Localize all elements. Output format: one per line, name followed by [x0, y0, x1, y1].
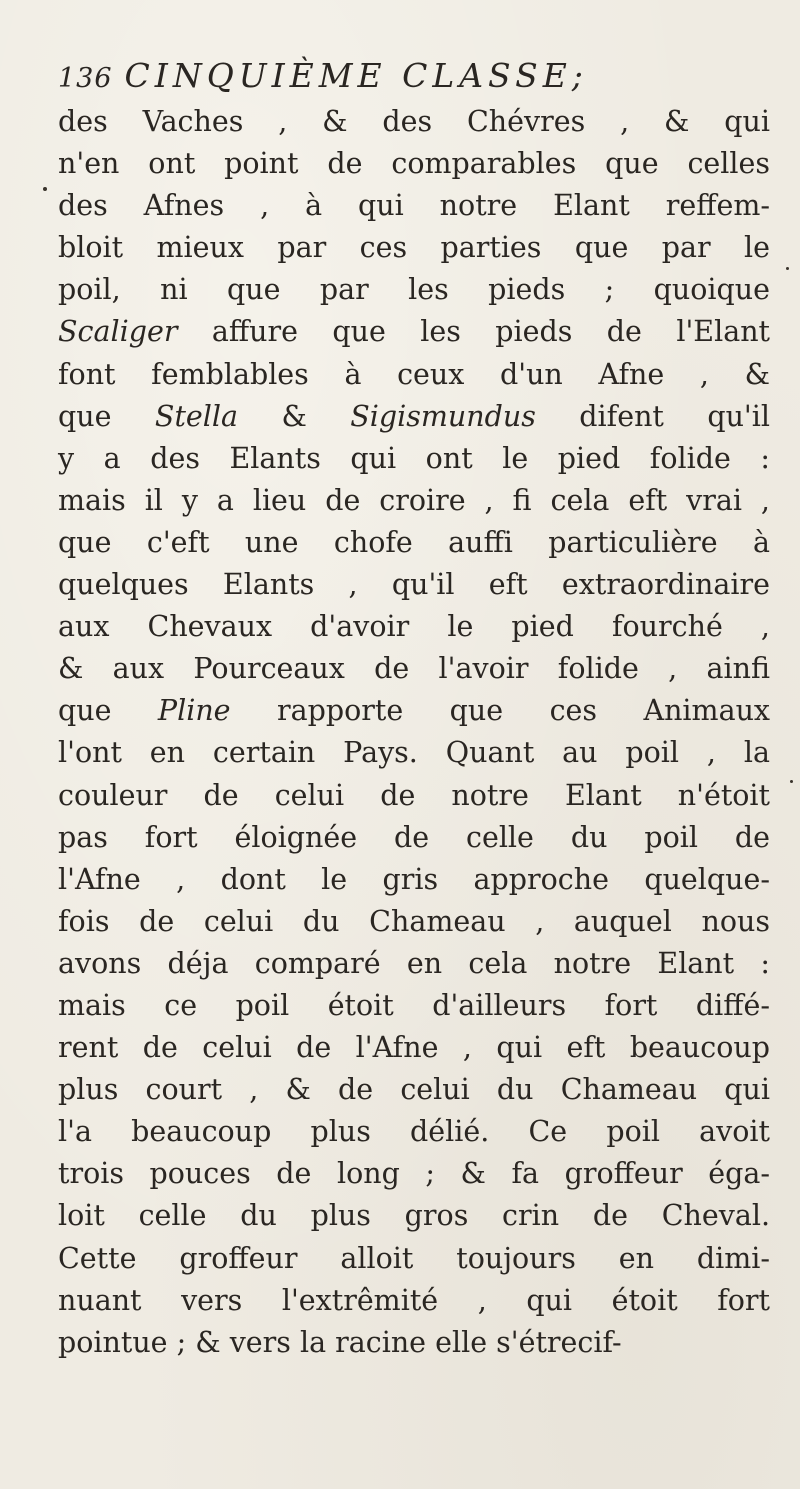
text-run: mais il y a lieu de croire , fi cela eft vrai ,: [58, 483, 770, 517]
ink-speck: [43, 187, 47, 191]
text-run: font femblables à ceux d'un Afne , &: [58, 357, 770, 391]
text-line: [58, 269, 770, 311]
text-line: [58, 438, 770, 480]
text-line: [58, 1153, 770, 1195]
text-run: l'ont en certain Pays. Quant au poil , la: [58, 736, 770, 770]
text-line: [58, 943, 770, 985]
text-line: [58, 143, 770, 185]
text-line: [58, 1069, 770, 1111]
text-line: [58, 185, 770, 227]
text-run: nuant vers l'extrêmité , qui étoit fort: [58, 1283, 770, 1317]
text-run: que: [58, 399, 155, 433]
text-run: mais ce poil étoit d'ailleurs fort diffé-: [58, 988, 770, 1022]
text-run: loit celle du plus gros crin de Cheval.: [58, 1199, 770, 1233]
text-line: [58, 480, 770, 522]
text-run: pointue ; & vers la racine elle s'étrecif-: [58, 1325, 622, 1359]
text-line: [58, 732, 770, 774]
text-line: [58, 396, 770, 438]
page-number: 136: [58, 63, 113, 94]
text-line: [58, 859, 770, 901]
text-line: [58, 1322, 770, 1364]
text-run: que: [58, 694, 158, 728]
text-run: rent de celui de l'Afne , qui eft beaucoup: [58, 1031, 770, 1065]
italic-name: Stella: [154, 399, 238, 433]
italic-name: Scaliger: [58, 315, 178, 349]
text-run: des Vaches , & des Chévres , & qui: [58, 105, 770, 138]
text-line: [58, 522, 770, 564]
text-line: [58, 1111, 770, 1153]
text-line: [58, 901, 770, 943]
running-head-title: CINQUIÈME CLASSE;: [124, 56, 588, 95]
text-run: bloit mieux par ces parties que par le: [58, 231, 770, 265]
text-line: [58, 101, 770, 143]
text-line: [58, 1280, 770, 1322]
text-run: plus court , & de celui du Chameau qui: [58, 1073, 770, 1107]
text-run: fois de celui du Chameau , auquel nous: [58, 904, 770, 938]
italic-name: Pline: [157, 694, 231, 728]
text-line: [58, 817, 770, 859]
text-line: [58, 648, 770, 690]
text-run: rapporte que ces Animaux: [230, 694, 770, 728]
text-run: Cette groffeur alloit toujours en dimi-: [58, 1241, 770, 1275]
text-run: couleur de celui de notre Elant n'étoit: [58, 778, 770, 812]
text-line: [58, 311, 770, 353]
text-run: &: [238, 399, 351, 433]
text-run: y a des Elants qui ont le pied folide :: [58, 441, 770, 475]
text-run: des Afnes , à qui notre Elant reffem-: [58, 189, 770, 223]
text-line: [58, 227, 770, 269]
text-line: [58, 564, 770, 606]
ink-speck: [790, 780, 793, 783]
text-run: que c'eft une chofe auffi particulière à: [58, 525, 770, 559]
body-text: [58, 101, 770, 1364]
text-line: [58, 354, 770, 396]
text-run: & aux Pourceaux de l'avoir folide , ainfi: [58, 652, 770, 686]
text-line: [58, 1238, 770, 1280]
text-line: [58, 985, 770, 1027]
text-line: [58, 1027, 770, 1069]
text-line: [58, 690, 770, 732]
running-head: [58, 48, 748, 100]
text-run: aux Chevaux d'avoir le pied fourché ,: [58, 610, 770, 644]
text-run: n'en ont point de comparables que celles: [58, 147, 770, 181]
text-run: l'a beaucoup plus délié. Ce poil avoit: [58, 1115, 770, 1149]
text-run: pas fort éloignée de celle du poil de: [58, 820, 770, 854]
text-run: avons déja comparé en cela notre Elant :: [58, 946, 770, 980]
text-run: l'Afne , dont le gris approche quelque-: [58, 862, 770, 896]
ink-speck: [786, 267, 789, 270]
text-run: quelques Elants , qu'il eft extraordinaire: [58, 568, 770, 602]
text-line: [58, 775, 770, 817]
text-run: affure que les pieds de l'Elant: [177, 315, 770, 349]
text-run: trois pouces de long ; & fa groffeur éga-: [58, 1157, 770, 1191]
text-line: [58, 1195, 770, 1237]
text-line: [58, 606, 770, 648]
text-run: difent qu'il: [535, 399, 770, 433]
text-run: poil, ni que par les pieds ; quoique: [58, 273, 770, 307]
italic-name: Sigismundus: [350, 399, 536, 433]
